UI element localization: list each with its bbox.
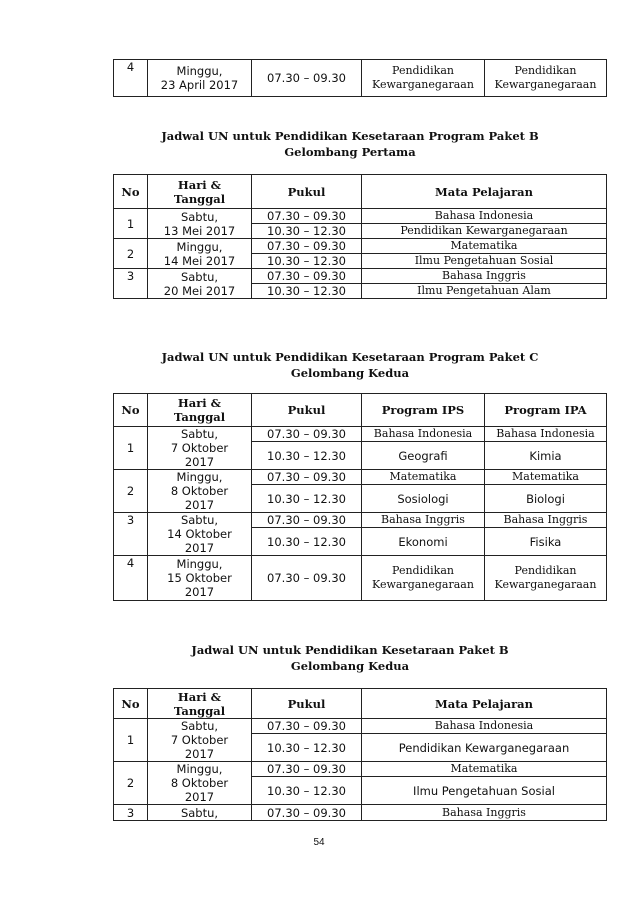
table-row [114, 209, 607, 224]
table-row [114, 719, 607, 734]
ipa-subject-cell: Fisika [485, 528, 607, 556]
subject-cell: Pendidikan Kewarganegaraan [362, 734, 607, 762]
ips-subject-cell: Bahasa Indonesia [362, 427, 485, 442]
row-number: 3 [114, 269, 148, 299]
ips-subject-cell [362, 60, 485, 97]
header-hari-tanggal [148, 394, 252, 427]
section-title-paket-c-kedua [90, 349, 610, 381]
header-hari-tanggal [148, 175, 252, 209]
date-text: 7 Oktober [170, 733, 229, 747]
subject-line: Kewarganegaraan [372, 578, 474, 591]
header-line: Hari & [177, 689, 222, 704]
subject-cell: Bahasa Inggris [362, 269, 607, 284]
day-text: Minggu, [176, 762, 223, 776]
table-row [114, 427, 607, 442]
section-title-paket-b-kedua [90, 642, 610, 674]
row-number: 4 [114, 556, 148, 601]
year-text: 2017 [184, 790, 215, 804]
date-text: 14 Oktober [167, 527, 232, 541]
subject-cell: Ilmu Pengetahuan Sosial [362, 254, 607, 269]
table-row [114, 762, 607, 777]
header-program-ipa: Program IPA [485, 394, 607, 427]
ipa-subject-cell: Bahasa Inggris [485, 513, 607, 528]
time-cell: 10.30 – 12.30 [252, 224, 362, 239]
subject-cell: Bahasa Inggris [362, 805, 607, 821]
row-number: 1 [114, 719, 148, 762]
time-cell: 07.30 – 09.30 [252, 269, 362, 284]
header-mata-pelajaran: Mata Pelajaran [362, 689, 607, 719]
date-text: 7 Oktober [170, 441, 229, 455]
title-line: Jadwal UN untuk Pendidikan Kesetaraan Program Paket B [161, 129, 539, 143]
day-date-cell [148, 427, 252, 470]
ips-subject-cell: Matematika [362, 470, 485, 485]
subject-cell: Pendidikan Kewarganegaraan [362, 224, 607, 239]
day-text: Sabtu, [180, 513, 219, 527]
row-number: 2 [114, 762, 148, 805]
ips-subject-cell: Geografi [362, 442, 485, 470]
day-text: Minggu, [176, 470, 223, 484]
day-text: Sabtu, [180, 719, 219, 733]
date-text: 20 Mei 2017 [163, 283, 236, 298]
subject-line: Pendidikan [514, 64, 577, 77]
time-cell: 07.30 – 09.30 [252, 60, 362, 97]
table-row [114, 805, 607, 821]
table-row [114, 470, 607, 485]
time-cell: 07.30 – 09.30 [252, 556, 362, 601]
day-date-cell [148, 556, 252, 601]
row-number: 2 [114, 239, 148, 269]
time-cell: 07.30 – 09.30 [252, 239, 362, 254]
year-text: 2017 [184, 541, 215, 555]
date-text: 15 Oktober [167, 571, 232, 585]
header-no: No [114, 175, 148, 209]
table-header-row [114, 175, 607, 209]
schedule-table-paket-b-kedua [113, 688, 607, 821]
day-date-cell [148, 239, 252, 269]
header-no: No [114, 394, 148, 427]
ips-subject-cell [362, 556, 485, 601]
time-cell: 07.30 – 09.30 [252, 805, 362, 821]
subject-line: Pendidikan [514, 564, 577, 577]
header-line: Hari & [177, 396, 222, 410]
date-text: 14 Mei 2017 [163, 253, 236, 268]
schedule-table-paket-c-continued [113, 59, 607, 97]
ipa-subject-cell: Kimia [485, 442, 607, 470]
row-number: 3 [114, 805, 148, 821]
subject-cell: Bahasa Indonesia [362, 209, 607, 224]
day-text: Sabtu, [180, 805, 219, 820]
time-cell: 10.30 – 12.30 [252, 777, 362, 805]
header-line: Hari & [177, 177, 222, 192]
header-pukul: Pukul [252, 175, 362, 209]
time-cell: 07.30 – 09.30 [252, 470, 362, 485]
date-text: 8 Oktober [170, 484, 229, 498]
subject-cell: Matematika [362, 239, 607, 254]
row-number: 1 [114, 427, 148, 470]
time-cell: 10.30 – 12.30 [252, 528, 362, 556]
day-text: Minggu, [176, 557, 223, 571]
subject-line: Kewarganegaraan [494, 78, 597, 91]
day-text: Minggu, [176, 64, 223, 78]
row-number: 1 [114, 209, 148, 239]
subject-cell: Matematika [362, 762, 607, 777]
year-text: 2017 [184, 747, 215, 761]
time-cell: 10.30 – 12.30 [252, 485, 362, 513]
table-header-row [114, 394, 607, 427]
ipa-subject-cell: Biologi [485, 485, 607, 513]
day-text: Sabtu, [180, 269, 219, 284]
schedule-table-paket-b-pertama [113, 174, 607, 299]
time-cell: 07.30 – 09.30 [252, 427, 362, 442]
header-hari-tanggal [148, 689, 252, 719]
table-row [114, 60, 607, 97]
day-date-cell [148, 269, 252, 299]
title-line: Gelombang Kedua [290, 366, 410, 380]
time-cell: 07.30 – 09.30 [252, 209, 362, 224]
page-number: 54 [313, 837, 325, 848]
table-row [114, 513, 607, 528]
day-date-cell [148, 470, 252, 513]
subject-cell: Ilmu Pengetahuan Alam [362, 284, 607, 299]
table-row [114, 239, 607, 254]
time-cell: 07.30 – 09.30 [252, 762, 362, 777]
time-cell: 10.30 – 12.30 [252, 442, 362, 470]
subject-cell: Ilmu Pengetahuan Sosial [362, 777, 607, 805]
day-date-cell [148, 719, 252, 762]
subject-line: Pendidikan [392, 564, 454, 577]
header-mata-pelajaran: Mata Pelajaran [362, 175, 607, 209]
header-line: Tanggal [173, 410, 226, 424]
ipa-subject-cell [485, 556, 607, 601]
table-row [114, 556, 607, 601]
table-header-row [114, 689, 607, 719]
title-line: Gelombang Pertama [284, 145, 416, 159]
subject-cell: Bahasa Indonesia [362, 719, 607, 734]
header-line: Tanggal [173, 703, 226, 718]
day-text: Minggu, [176, 239, 223, 254]
time-cell: 07.30 – 09.30 [252, 513, 362, 528]
schedule-table-paket-c-kedua [113, 393, 607, 601]
date-text: 8 Oktober [170, 776, 229, 790]
day-text: Sabtu, [180, 427, 219, 441]
day-text: Sabtu, [180, 209, 219, 224]
year-text: 2017 [184, 455, 215, 469]
year-text: 2017 [184, 498, 215, 512]
time-cell: 07.30 – 09.30 [252, 719, 362, 734]
day-date-cell [148, 805, 252, 821]
header-pukul: Pukul [252, 394, 362, 427]
header-no: No [114, 689, 148, 719]
ips-subject-cell: Sosiologi [362, 485, 485, 513]
time-cell: 10.30 – 12.30 [252, 284, 362, 299]
day-date-cell [148, 513, 252, 556]
date-text: 23 April 2017 [160, 78, 239, 92]
ips-subject-cell: Bahasa Inggris [362, 513, 485, 528]
table-row [114, 269, 607, 284]
header-program-ips: Program IPS [362, 394, 485, 427]
subject-line: Kewarganegaraan [494, 578, 597, 591]
section-title-paket-b-pertama [90, 128, 610, 160]
row-number: 4 [114, 60, 148, 97]
day-date-cell [148, 60, 252, 97]
subject-line: Pendidikan [392, 64, 454, 77]
day-date-cell [148, 762, 252, 805]
header-pukul: Pukul [252, 689, 362, 719]
row-number: 3 [114, 513, 148, 556]
subject-line: Kewarganegaraan [372, 78, 474, 91]
header-line: Tanggal [173, 191, 226, 206]
row-number: 2 [114, 470, 148, 513]
title-line: Jadwal UN untuk Pendidikan Kesetaraan Paket B [191, 643, 509, 657]
title-line: Gelombang Kedua [290, 659, 410, 673]
date-text: 13 Mei 2017 [163, 223, 236, 238]
ipa-subject-cell: Bahasa Indonesia [485, 427, 607, 442]
ipa-subject-cell [485, 60, 607, 97]
day-date-cell [148, 209, 252, 239]
time-cell: 10.30 – 12.30 [252, 254, 362, 269]
ips-subject-cell: Ekonomi [362, 528, 485, 556]
year-text: 2017 [184, 585, 215, 599]
time-cell: 10.30 – 12.30 [252, 734, 362, 762]
ipa-subject-cell: Matematika [485, 470, 607, 485]
title-line: Jadwal UN untuk Pendidikan Kesetaraan Program Paket C [161, 350, 539, 364]
